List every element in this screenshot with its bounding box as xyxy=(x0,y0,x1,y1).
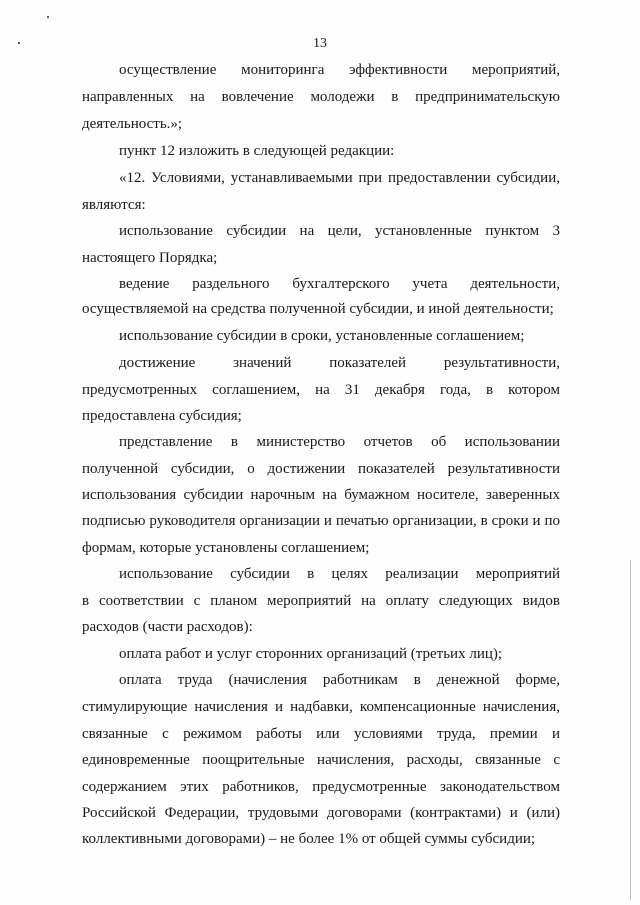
text-line: расходов (части расходов): xyxy=(82,619,253,635)
text-line: «12. Условиями, устанавливаемыми при предоставлении субсидии, xyxy=(119,170,560,186)
text-line: использование субсидии на цели, установленные пунктом 3 xyxy=(119,223,560,239)
text-line: оплата труда (начисления работникам в денежной форме, xyxy=(119,672,560,688)
text-line: деятельность.»; xyxy=(82,116,183,132)
text-line: в соответствии с планом мероприятий на оплату следующих видов xyxy=(82,593,560,609)
text-line: направленных на вовлечение молодежи в предпринимательскую xyxy=(82,89,560,105)
text-line: настоящего Порядка; xyxy=(82,250,218,266)
text-line: предусмотренных соглашением, на 31 декабря года, в котором xyxy=(82,382,560,398)
text-line: использование субсидии в целях реализации мероприятий xyxy=(119,566,560,582)
text-line: связанные с режимом работы или условиями труда, премии и xyxy=(82,726,560,742)
text-line: осуществляемой на средства полученной субсидии, и иной деятельности; xyxy=(82,301,554,317)
text-line: содержанием этих работников, предусмотренные законодательством xyxy=(82,779,560,795)
text-line: являются: xyxy=(82,197,146,213)
text-line: осуществление мониторинга эффективности мероприятий, xyxy=(119,62,560,78)
text-line: единовременные поощрительные начисления, расходы, связанные с xyxy=(82,752,560,768)
text-line: стимулирующие начисления и надбавки, компенсационные начисления, xyxy=(82,699,560,715)
text-line: Российской Федерации, трудовыми договорами (контрактами) и (или) xyxy=(82,805,560,821)
text-line: представление в министерство отчетов об использовании xyxy=(119,434,560,450)
text-line: предоставлена субсидия; xyxy=(82,408,242,424)
text-line: формам, которые установлены соглашением; xyxy=(82,540,370,556)
text-line: коллективными договорами) – не более 1% от общей суммы субсидии; xyxy=(82,831,536,847)
text-line: достижение значений показателей результативности, xyxy=(119,355,560,371)
scan-edge-mark xyxy=(630,560,631,900)
text-line: пункт 12 изложить в следующей редакции: xyxy=(119,143,395,159)
page-number: 13 xyxy=(313,36,327,51)
text-line: оплата работ и услуг сторонних организаций (третьих лиц); xyxy=(119,646,503,662)
scan-speck xyxy=(47,16,49,18)
text-line: ведение раздельного бухгалтерского учета деятельности, xyxy=(119,276,560,292)
text-line: подписью руководителя организации и печатью организации, в сроки и по xyxy=(82,513,560,529)
text-line: использование субсидии в сроки, установленные соглашением; xyxy=(119,328,525,344)
text-line: полученной субсидии, о достижении показателей результативности xyxy=(82,461,560,477)
text-line: использования субсидии нарочным на бумажном носителе, заверенных xyxy=(82,487,560,503)
